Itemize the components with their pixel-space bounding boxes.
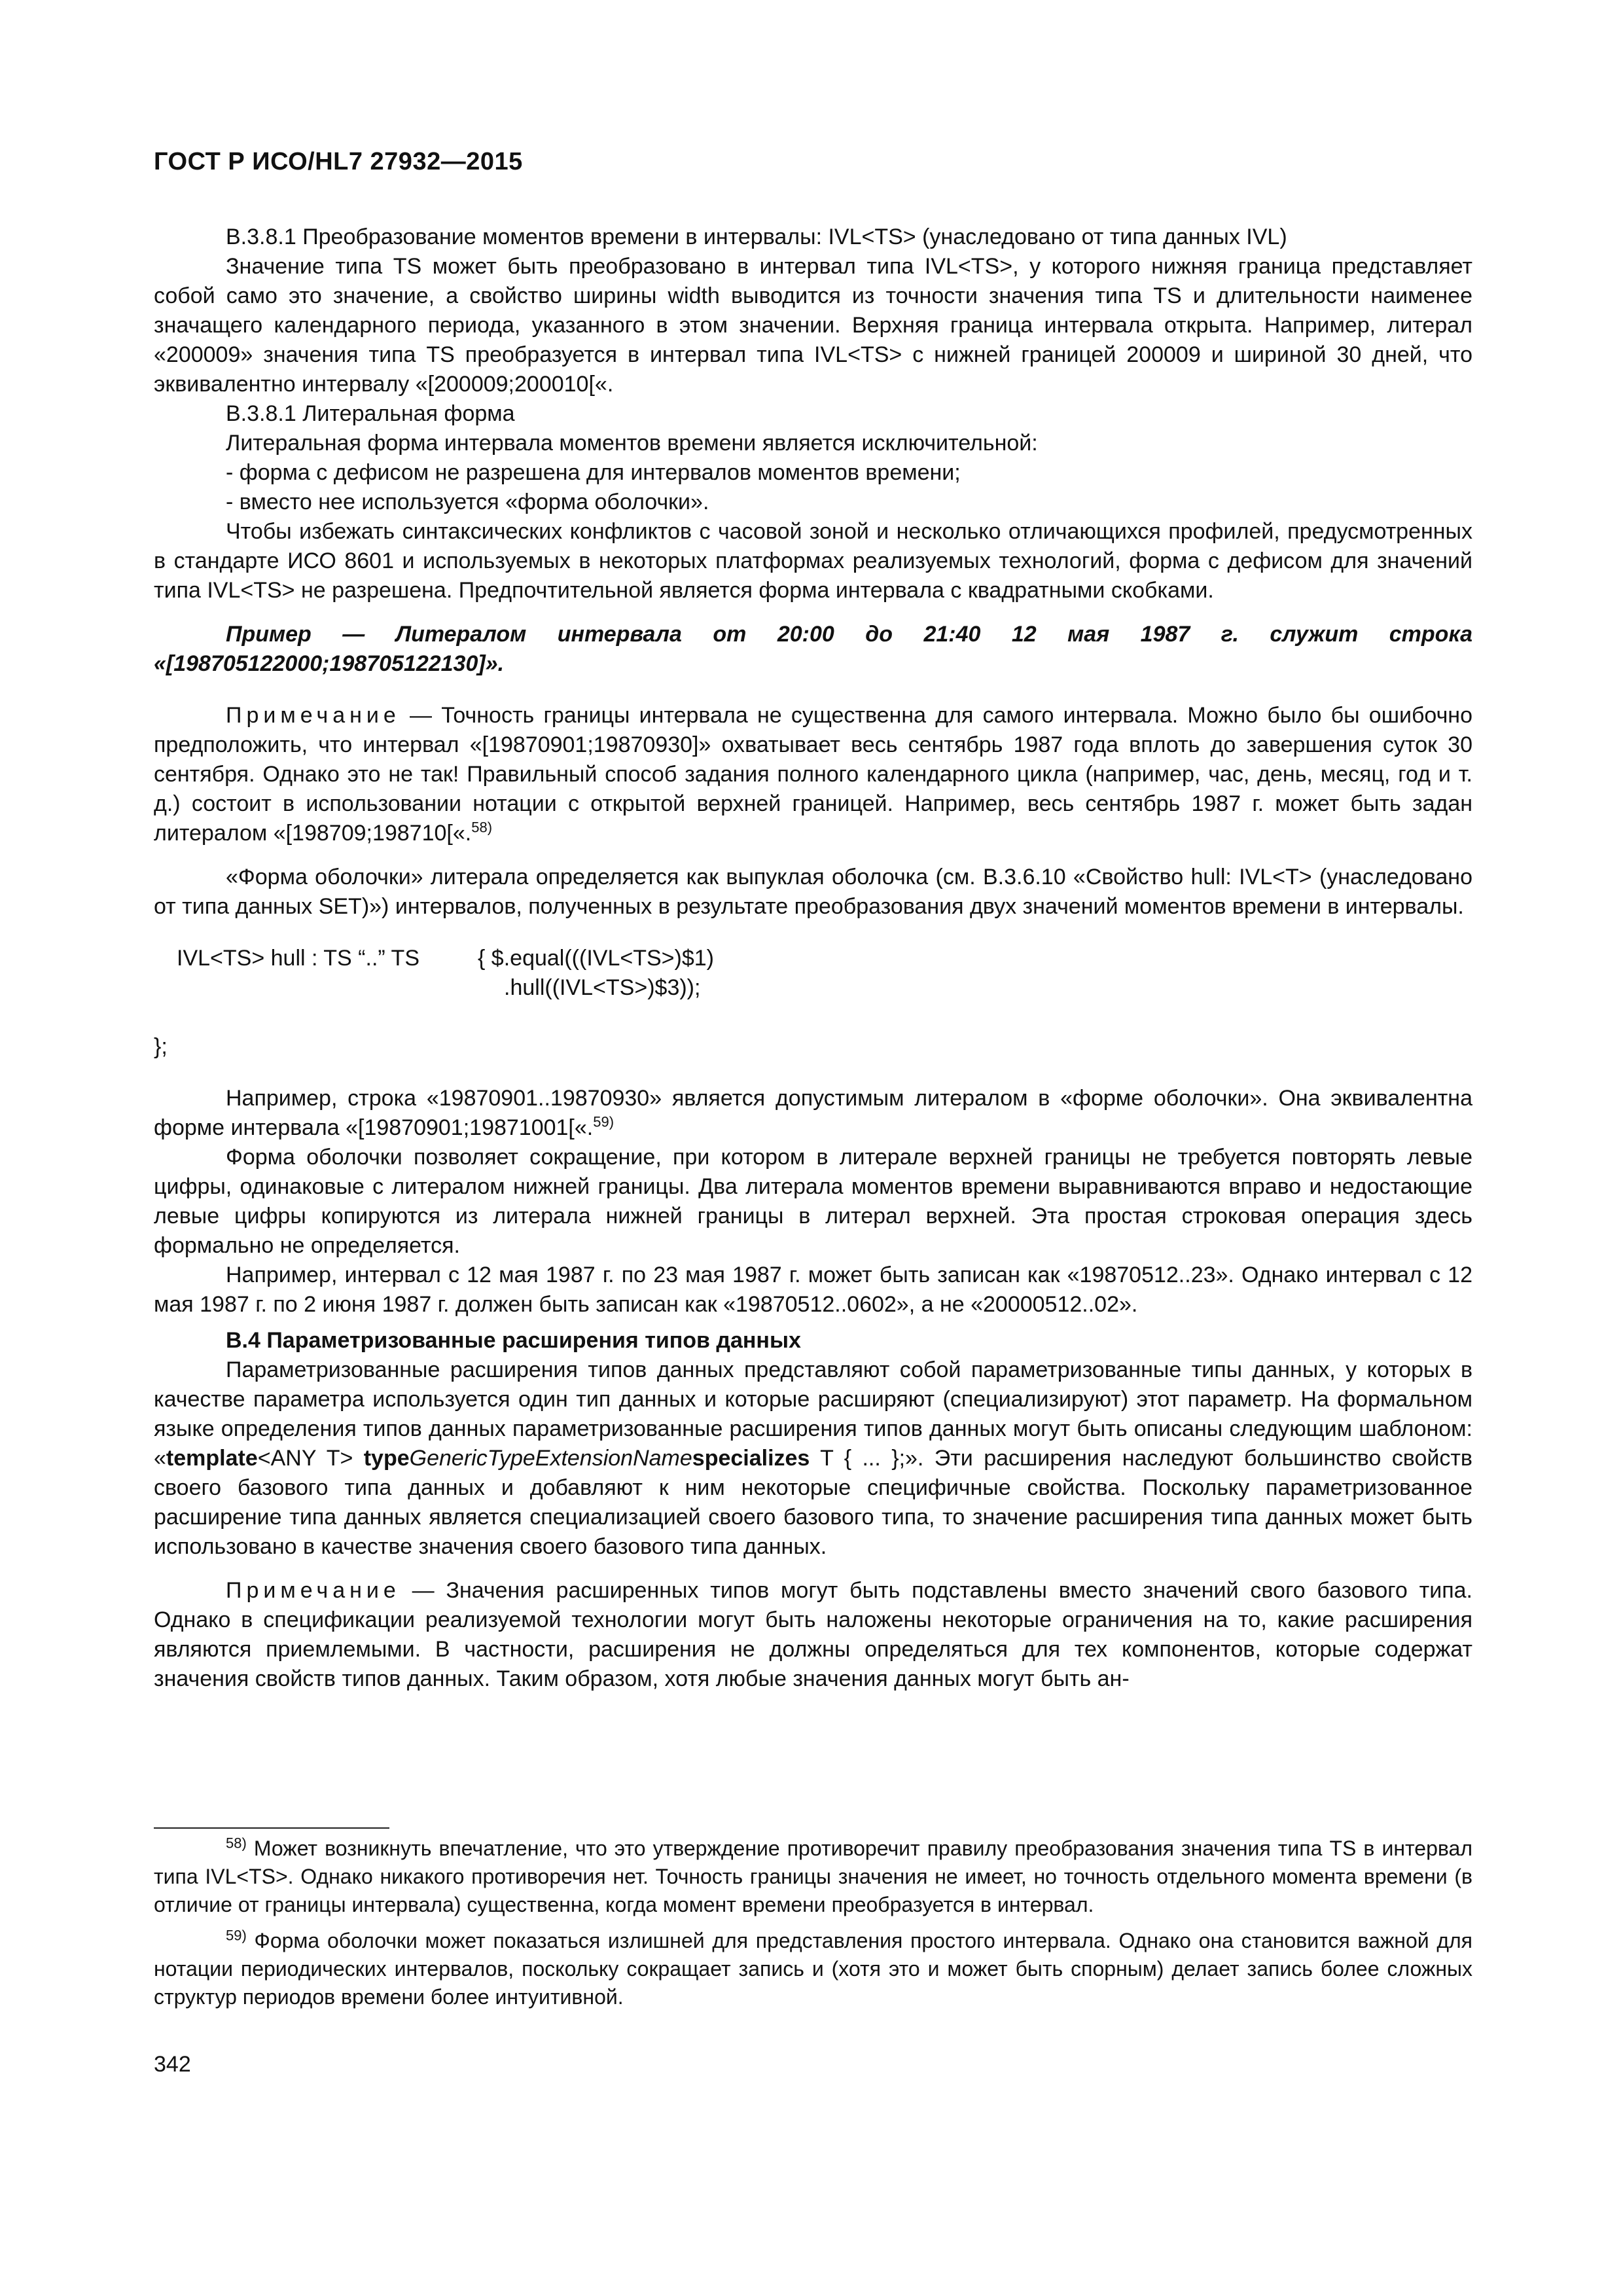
keyword-specializes: specializes: [692, 1446, 810, 1471]
note-paragraph: [154, 701, 1472, 848]
note-label: Примечание: [226, 1578, 401, 1603]
paragraph: Литеральная форма интервала моментов времени является исключительной:: [226, 431, 1038, 456]
note-label: Примечание: [226, 703, 401, 728]
paragraph: [154, 1355, 1472, 1562]
paragraph: «Форма оболочки» литерала определяется как выпуклая оболочка (см. В.3.6.10 «Свойство hull: IVL<T> (унаследовано от типа данных SET)») интервалов, полученных в результате преобразования двух значений моментов времени в интервалы.: [154, 865, 1472, 919]
code-line: { $.equal(((IVL<TS>)$1): [478, 946, 714, 971]
paragraph-text: Например, строка «19870901..19870930» является допустимым литералом в «форме оболочки». Она эквивалентна форме интервала «[19870901;19871001[«.: [154, 1086, 1472, 1140]
footnote-ref: 59): [593, 1113, 615, 1130]
document-header: ГОСТ Р ИСО/HL7 27932—2015: [154, 148, 523, 175]
paragraph: Значение типа TS может быть преобразовано в интервал типа IVL<TS>, у которого нижняя граница представляет собой само это значение, а свойство ширины width выводится из точности значения типа TS и длительности наименее значащего календарного периода, указанного в этом значении. Верхняя граница интервала открыта. Например, литерал «200009» значения типа TS преобразуется в интервал типа IVL<TS> с нижней границей 200009 и шириной 30 дней, что эквивалентно интервалу «[200009;200010[«.: [154, 254, 1472, 397]
code-line: IVL<TS> hull : TS “..” TS: [177, 946, 419, 971]
example-text: Пример — Литералом интервала от 20:00 до 21:40 12 мая 1987 г. служит строка «[198705122000;198705122130]».: [154, 622, 1472, 676]
section-heading-literal-form: В.3.8.1 Литеральная форма: [226, 401, 515, 426]
list-item: - форма с дефисом не разрешена для интервалов моментов времени;: [226, 460, 961, 485]
section-heading-b381: В.3.8.1 Преобразование моментов времени в интервалы: IVL<TS> (унаследовано от типа данных IVL): [226, 224, 1287, 249]
paragraph-text: <ANY T>: [257, 1446, 364, 1471]
keyword-type: type: [363, 1446, 410, 1471]
footnotes: [154, 1835, 1472, 2011]
paragraph: Чтобы избежать синтаксических конфликтов с часовой зоной и несколько отличающихся профилей, предусмотренных в стандарте ИСО 8601 и используемых в некоторых платформах реализуемых технологий, форма с дефисом для значений типа IVL<TS> не разрешена. Предпочтительной является форма интервала с квадратными скобками.: [154, 519, 1472, 603]
code-block: [154, 944, 1472, 1062]
footnote-number: 58): [226, 1835, 247, 1852]
footnote: [154, 1927, 1472, 2011]
generic-name: GenericTypeExtensionName: [409, 1446, 692, 1471]
section-heading-b4: В.4 Параметризованные расширения типов данных: [226, 1328, 801, 1353]
bullet-list: [154, 458, 1472, 517]
note-text: — Значения расширенных типов могут быть подставлены вместо значений свого базового типа. Однако в спецификации реализуемой технологии могут быть наложены некоторые ограничения на то, какие расширения являются приемлемыми. В частности, расширения не должны определяться для тех компонентов, которые содержат значения свойств типов данных. Таким образом, хотя любые значения данных могут быть ан-: [154, 1578, 1472, 1691]
list-item: - вместо нее используется «форма оболочки».: [226, 490, 709, 514]
code-line: };: [154, 1034, 168, 1059]
note-text: — Точность границы интервала не существенна для самого интервала. Можно было бы ошибочно предположить, что интервал «[19870901;19870930]» охватывает весь сентябрь 1987 года вплоть до завершения суток 30 сентября. Однако это не так! Правильный способ задания полного календарного цикла (например, час, день, месяц, год и т. д.) состоит в использовании нотации с открытой верхней границей. Например, весь сентябрь 1987 г. может быть задан литералом «[198709;198710[«.: [154, 703, 1472, 846]
note-paragraph: [154, 1576, 1472, 1694]
keyword-template: template: [166, 1446, 258, 1471]
paragraph-text: Параметризованные расширения типов данных представляют собой параметризованные типы данных, у которых в качестве параметра используется один тип данных и которые расширяют (специализируют) этот параметр. На формальном языке определения типов данных параметризованные расширения типов данных могут быть описаны следующим шаблоном: «: [154, 1357, 1472, 1471]
footnote-number: 59): [226, 1927, 247, 1944]
paragraph: Например, интервал с 12 мая 1987 г. по 23 мая 1987 г. может быть записан как «19870512..23». Однако интервал с 12 мая 1987 г. по 2 июня 1987 г. должен быть записан как «19870512..0602», а не «20000512..02».: [154, 1263, 1472, 1317]
footnote-separator: [154, 1827, 389, 1829]
main-content: [154, 223, 1472, 1694]
footnote: [154, 1835, 1472, 1919]
footnote-text: Может возникнуть впечатление, что это утверждение противоречит правилу преобразования значения типа TS в интервал типа IVL<TS>. Однако никакого противоречия нет. Точность границы значения не имеет, но точность отдельного момента времени (в отличие от границы интервала) существенна, когда момент времени преобразуется в интервал.: [154, 1837, 1472, 1916]
paragraph: Форма оболочки позволяет сокращение, при котором в литерале верхней границы не требуется повторять левые цифры, одинаковые с литералом нижней границы. Два литерала моментов времени выравниваются вправо и недостающие левые цифры копируются из литерала нижней границы в литерал верхней. Эта простая строковая операция здесь формально не определяется.: [154, 1145, 1472, 1258]
paragraph: [154, 1084, 1472, 1143]
footnote-text: Форма оболочки может показаться излишней для представления простого интервала. Однако она становится важной для нотации периодических интервалов, поскольку сокращает запись и (хотя это и может быть спорным) делает запись более сложных структур периодов времени более интуитивной.: [154, 1929, 1472, 2009]
footnote-ref: 58): [471, 819, 493, 836]
paragraph-text: T { ... };». Эти расширения наследуют большинство свойств своего базового типа данных и добавляют к ним некоторые специфичные свойства. Поскольку параметризованное расширение типа данных является специализацией своего базового типа, то значение расширения типа данных может быть использовано в качестве значения своего базового типа данных.: [154, 1446, 1472, 1559]
page-number: 342: [154, 2052, 191, 2077]
code-line: .hull((IVL<TS>)$3));: [504, 975, 701, 1000]
